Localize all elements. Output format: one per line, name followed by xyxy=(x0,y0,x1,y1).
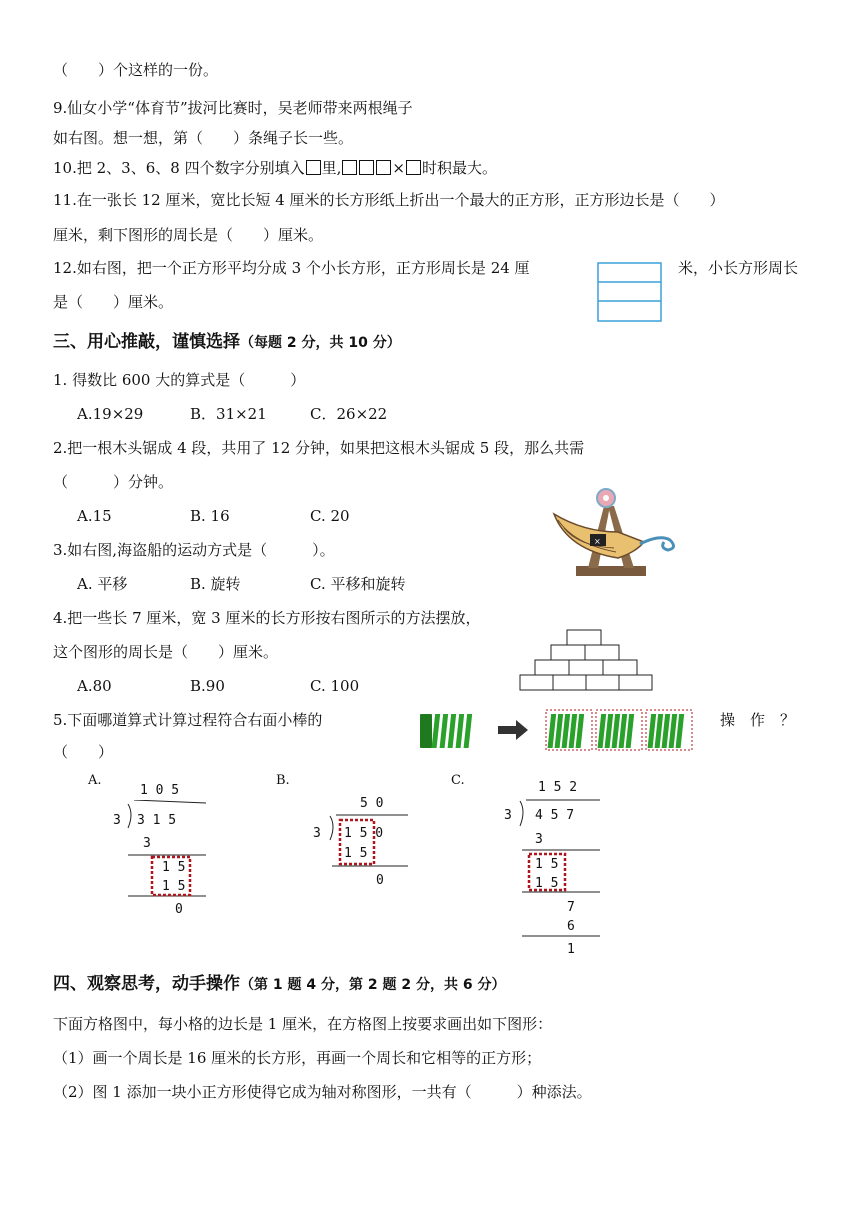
divided-square-figure xyxy=(597,262,663,324)
answer-box[interactable] xyxy=(306,160,321,175)
step-row: 6 xyxy=(567,919,575,934)
s3-q1: 1. 得数比 600 大的算式是（ ） xyxy=(53,371,306,389)
step-row: 1 5 xyxy=(535,876,559,891)
s3-q5-line2: （ ） xyxy=(53,743,114,761)
remainder: 1 xyxy=(567,942,575,957)
s3-q1-option-a[interactable]: A.19×29 xyxy=(77,405,144,423)
s3-q1-option-b[interactable]: B．31×21 xyxy=(190,405,267,423)
divisor: 3 xyxy=(313,826,321,841)
step-row: 1 5 xyxy=(344,846,368,861)
quotient: 1 5 2 xyxy=(538,780,578,795)
s3-q4-option-a[interactable]: A.80 xyxy=(77,677,112,695)
quotient: 5 0 xyxy=(360,796,384,811)
q11-line1: 11.在一张长 12 厘米，宽比长短 4 厘米的长方形纸上折出一个最大的正方形，正方形边长是（ ） xyxy=(53,191,725,209)
s3-q3: 3.如右图,海盗船的运动方式是（ ）。 xyxy=(53,541,335,559)
division-c-label: C. xyxy=(451,773,465,788)
s4-part1: （1）画一个周长是 16 厘米的长方形，再画一个周长和它相等的正方形； xyxy=(53,1049,542,1067)
answer-box[interactable] xyxy=(376,160,391,175)
division-b-lines xyxy=(310,812,410,872)
division-b-label: B. xyxy=(276,773,290,788)
quotient: 1 0 5 xyxy=(140,783,180,798)
answer-box[interactable] xyxy=(342,160,357,175)
dividend: 4 5 7 xyxy=(535,808,575,823)
q9-line2: 如右图。想一想，第（ ）条绳子长一些。 xyxy=(53,129,354,147)
step-row: 3 xyxy=(535,832,543,847)
step-row: 7 xyxy=(567,900,575,915)
answer-box[interactable] xyxy=(359,160,374,175)
division-c-lines xyxy=(500,796,604,942)
q9-line1: 9.仙女小学“体育节”拔河比赛时，吴老师带来两根绳子 xyxy=(53,99,413,117)
s3-q2-option-c[interactable]: C. 20 xyxy=(310,507,350,525)
s3-q3-option-c[interactable]: C. 平移和旋转 xyxy=(310,575,406,593)
s3-q2-option-a[interactable]: A.15 xyxy=(77,507,112,525)
dividend: 1 5 0 xyxy=(344,826,384,841)
q8-tail: （ ）个这样的一份。 xyxy=(53,61,219,79)
s3-q4-option-b[interactable]: B.90 xyxy=(190,677,225,695)
step-row: 1 5 xyxy=(535,857,559,872)
sticks-operation-figure xyxy=(416,706,698,752)
svg-text:×: × xyxy=(594,537,601,546)
s3-q3-option-a[interactable]: A. 平移 xyxy=(77,575,128,593)
s4-part2: （2）图 1 添加一块小正方形使得它成为轴对称图形，一共有（ ）种添法。 xyxy=(53,1083,592,1101)
s3-q2-line1: 2.把一根木头锯成 4 段，共用了 12 分钟，如果把这根木头锯成 5 段，那么共需 xyxy=(53,439,585,457)
division-a-label: A. xyxy=(88,773,102,788)
q12-line1: 12.如右图，把一个正方形平均分成 3 个小长方形，正方形周长是 24 厘 xyxy=(53,259,530,277)
remainder: 0 xyxy=(175,902,183,917)
s3-q5-line1-tail: 操 作 ？ xyxy=(720,711,796,729)
q10: 10.把 2、3、6、8 四个数字分别填入 里, × 时积最大。 xyxy=(53,159,497,177)
s3-q2-option-b[interactable]: B. 16 xyxy=(190,507,230,525)
s3-q2-line2: （ ）分钟。 xyxy=(53,473,174,491)
step-row: 3 xyxy=(143,836,151,851)
s3-q4-option-c[interactable]: C. 100 xyxy=(310,677,360,695)
s3-q3-option-b[interactable]: B. 旋转 xyxy=(190,575,241,593)
q12-line1-tail: 米，小长方形周长 xyxy=(678,259,799,277)
q12-line2: 是（ ）厘米。 xyxy=(53,293,174,311)
s4-intro: 下面方格图中，每小格的边长是 1 厘米，在方格图上按要求画出如下图形： xyxy=(53,1015,553,1033)
s3-q4-line2: 这个图形的周长是（ ）厘米。 xyxy=(53,643,279,661)
brick-pyramid-figure xyxy=(519,628,655,694)
s3-q5-line1: 5.下面哪道算式计算过程符合右面小棒的 xyxy=(53,711,323,729)
section4-heading: 四、观察思考，动手操作（第 1 题 4 分，第 2 题 2 分，共 6 分） xyxy=(53,974,506,994)
s3-q4-line1: 4.把一些长 7 厘米，宽 3 厘米的长方形按右图所示的方法摆放， xyxy=(53,609,481,627)
division-a-lines xyxy=(110,800,210,902)
dividend: 3 1 5 xyxy=(137,813,177,828)
pirate-ship-ride-image xyxy=(548,486,688,578)
s3-q1-option-c[interactable]: C．26×22 xyxy=(310,405,388,423)
divisor: 3 xyxy=(113,813,121,828)
step-row: 1 5 xyxy=(162,860,186,875)
section3-heading: 三、用心推敲，谨慎选择（每题 2 分，共 10 分） xyxy=(53,332,401,352)
step-row: 1 5 xyxy=(162,879,186,894)
remainder: 0 xyxy=(376,873,384,888)
answer-box[interactable] xyxy=(406,160,421,175)
divisor: 3 xyxy=(504,808,512,823)
q11-line2: 厘米，剩下图形的周长是（ ）厘米。 xyxy=(53,226,324,244)
